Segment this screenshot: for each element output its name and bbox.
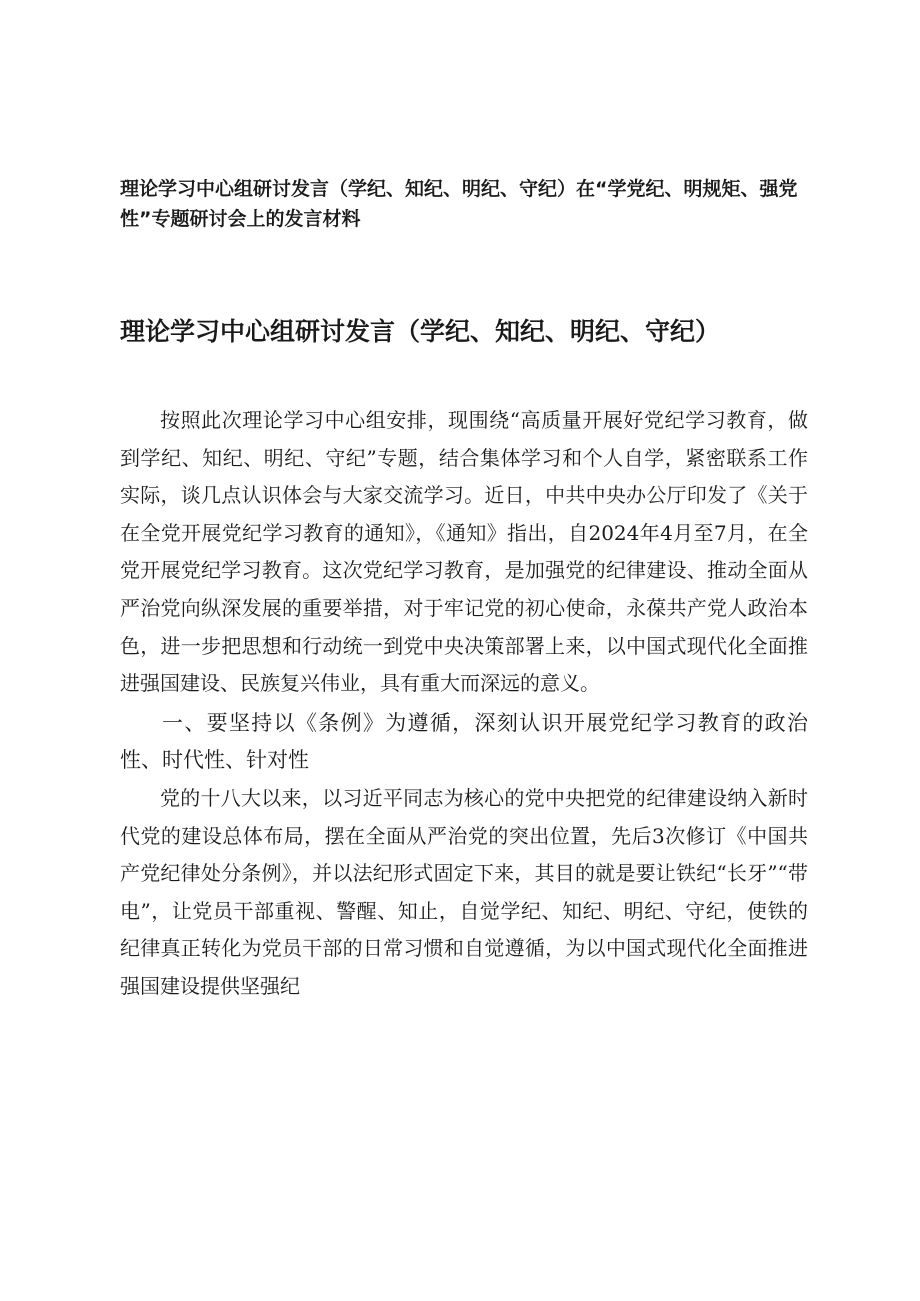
document-subtitle: 理论学习中心组研讨发言（学纪、知纪、明纪、守纪）	[120, 317, 721, 346]
document-body	[120, 402, 808, 1006]
section-paragraph-1: 党的十八大以来，以习近平同志为核心的党中央把党的纪律建设纳入新时代党的建设总体布局，摆在全面从严治党的突出位置，先后3次修订《中国共产党纪律处分条例》，并以法纪形式固定下来，其目的就是要让铁纪“长牙”“带电”，让党员干部重视、警醒、知止，自觉学纪、知纪、明纪、守纪，使铁的纪律真正转化为党员干部的日常习惯和自觉遵循，为以中国式现代化全面推进强国建设提供坚强纪	[120, 785, 808, 998]
document-title: 理论学习中心组研讨发言（学纪、知纪、明纪、守纪）在“学党纪、明规矩、强党性”专题研讨会上的发言材料	[120, 178, 798, 230]
intro-paragraph: 按照此次理论学习中心组安排，现围绕“高质量开展好党纪学习教育，做到学纪、知纪、明纪、守纪”专题，结合集体学习和个人自学，紧密联系工作实际，谈几点认识体会与大家交流学习。近日，中共中央办公厅印发了《关于在全党开展党纪学习教育的通知》，《通知》指出，自2024年4月至7月，在全党开展党纪学习教育。这次党纪学习教育，是加强党的纪律建设、推动全面从严治党向纵深发展的重要举措，对于牢记党的初心使命，永葆共产党人政治本色，进一步把思想和行动统一到党中央决策部署上来，以中国式现代化全面推进强国建设、民族复兴伟业，具有重大而深远的意义。	[120, 408, 808, 696]
section-heading-1: 一、要坚持以《条例》为遵循，深刻认识开展党纪学习教育的政治性、时代性、针对性	[120, 710, 808, 773]
